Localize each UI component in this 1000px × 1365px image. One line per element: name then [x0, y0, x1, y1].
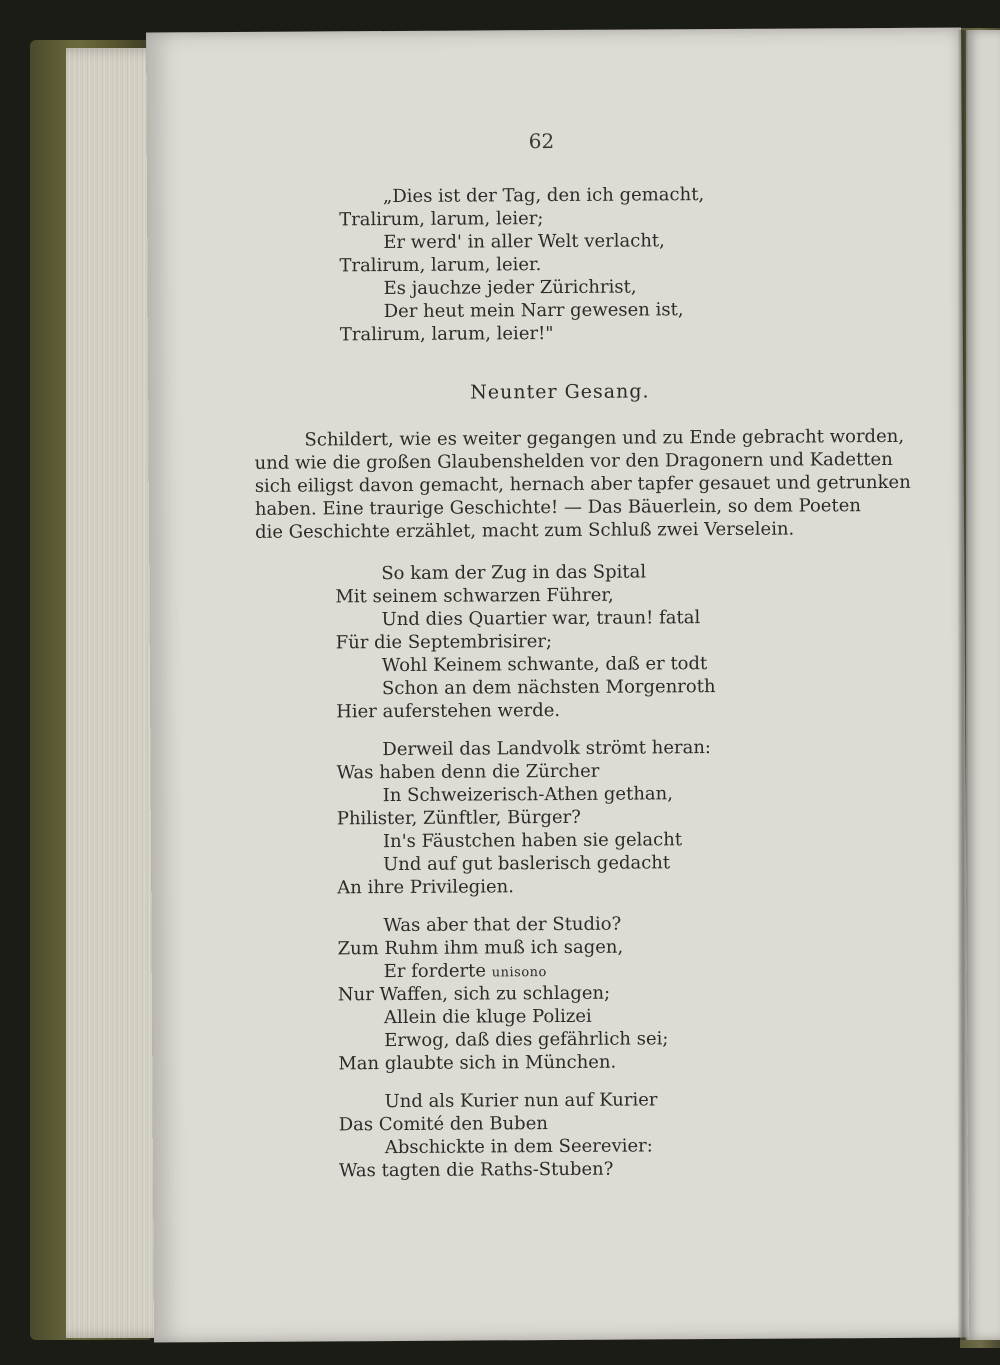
- verse-line: Allein die kluge Polizei: [383, 1005, 592, 1029]
- argument-line: sich eiligst davon gemacht, hernach aber tapfer gesauet und getrunken: [254, 471, 911, 497]
- page-text: [146, 28, 969, 1343]
- verse-line: Wohl Keinem schwante, daß er todt: [381, 653, 708, 677]
- verse-line: Mit seinem schwarzen Führer,: [335, 584, 614, 608]
- verse-line: Nur Waffen, sich zu schlagen;: [337, 982, 611, 1006]
- argument-line: und wie die großen Glaubenshelden vor den Dragonern und Kadetten: [254, 448, 893, 474]
- facing-page-edge: [966, 30, 1000, 1340]
- latin-word: unisono: [491, 965, 547, 981]
- verse-line: An ihre Privilegien.: [337, 876, 514, 899]
- argument-line: die Geschichte erzählet, macht zum Schluß zwei Verselein.: [254, 518, 795, 543]
- verse-line: Er werd' in aller Welt verlacht,: [383, 230, 665, 254]
- chapter-title: Neunter Gesang.: [470, 380, 650, 404]
- verse-line: Zum Ruhm ihm muß ich sagen,: [337, 936, 624, 960]
- verse-line: Es jauchze jeder Zürichrist,: [383, 276, 637, 300]
- verse-line: Was aber that der Studio?: [383, 913, 622, 937]
- argument-line: haben. Eine traurige Geschichte! — Das Bäuerlein, so dem Poeten: [254, 495, 861, 520]
- book-page: [146, 28, 969, 1343]
- verse-line: Der heut mein Narr gewesen ist,: [383, 299, 684, 323]
- argument-line: Schildert, wie es weiter gegangen und zu Ende gebracht worden,: [304, 425, 905, 451]
- verse-line: Hier auferstehen werde.: [336, 699, 561, 723]
- verse-line: Tralirum, larum, leier.: [339, 254, 542, 277]
- verse-line: Schon an dem nächsten Morgenroth: [381, 676, 716, 700]
- verse-line: In Schweizerisch-Athen gethan,: [382, 783, 673, 807]
- verse-line: Was tagten die Raths-Stuben?: [338, 1158, 614, 1182]
- verse-line: Derweil das Landvolk strömt heran:: [382, 737, 712, 761]
- verse-line: Und als Kurier nun auf Kurier: [384, 1089, 658, 1113]
- verse-line: Tralirum, larum, leier;: [339, 208, 544, 231]
- verse-line: [384, 960, 547, 985]
- verse-line: So kam der Zug in das Spital: [381, 561, 647, 585]
- verse-line: Für die Septembrisirer;: [335, 631, 553, 654]
- verse-line: In's Fäustchen haben sie gelacht: [382, 829, 683, 853]
- verse-line: Erwog, daß dies gefährlich sei;: [384, 1028, 669, 1052]
- verse-text: Er forderte: [383, 960, 492, 983]
- verse-line: Was haben denn die Zürcher: [336, 760, 600, 784]
- verse-line: Das Comité den Buben: [338, 1113, 548, 1136]
- verse-line: Philister, Zünftler, Bürger?: [336, 806, 581, 830]
- verse-line: Abschickte in dem Seerevier:: [384, 1135, 653, 1159]
- book-gutter: [958, 30, 968, 1340]
- page-number: 62: [528, 129, 555, 154]
- verse-line: Und auf gut baslerisch gedacht: [383, 852, 671, 876]
- verse-line: Und dies Quartier war, traun! fatal: [381, 607, 701, 631]
- verse-line: Tralirum, larum, leier!": [339, 323, 554, 346]
- verse-line: Man glaubte sich in München.: [338, 1051, 617, 1075]
- verse-line: „Dies ist der Tag, den ich gemacht,: [382, 184, 705, 208]
